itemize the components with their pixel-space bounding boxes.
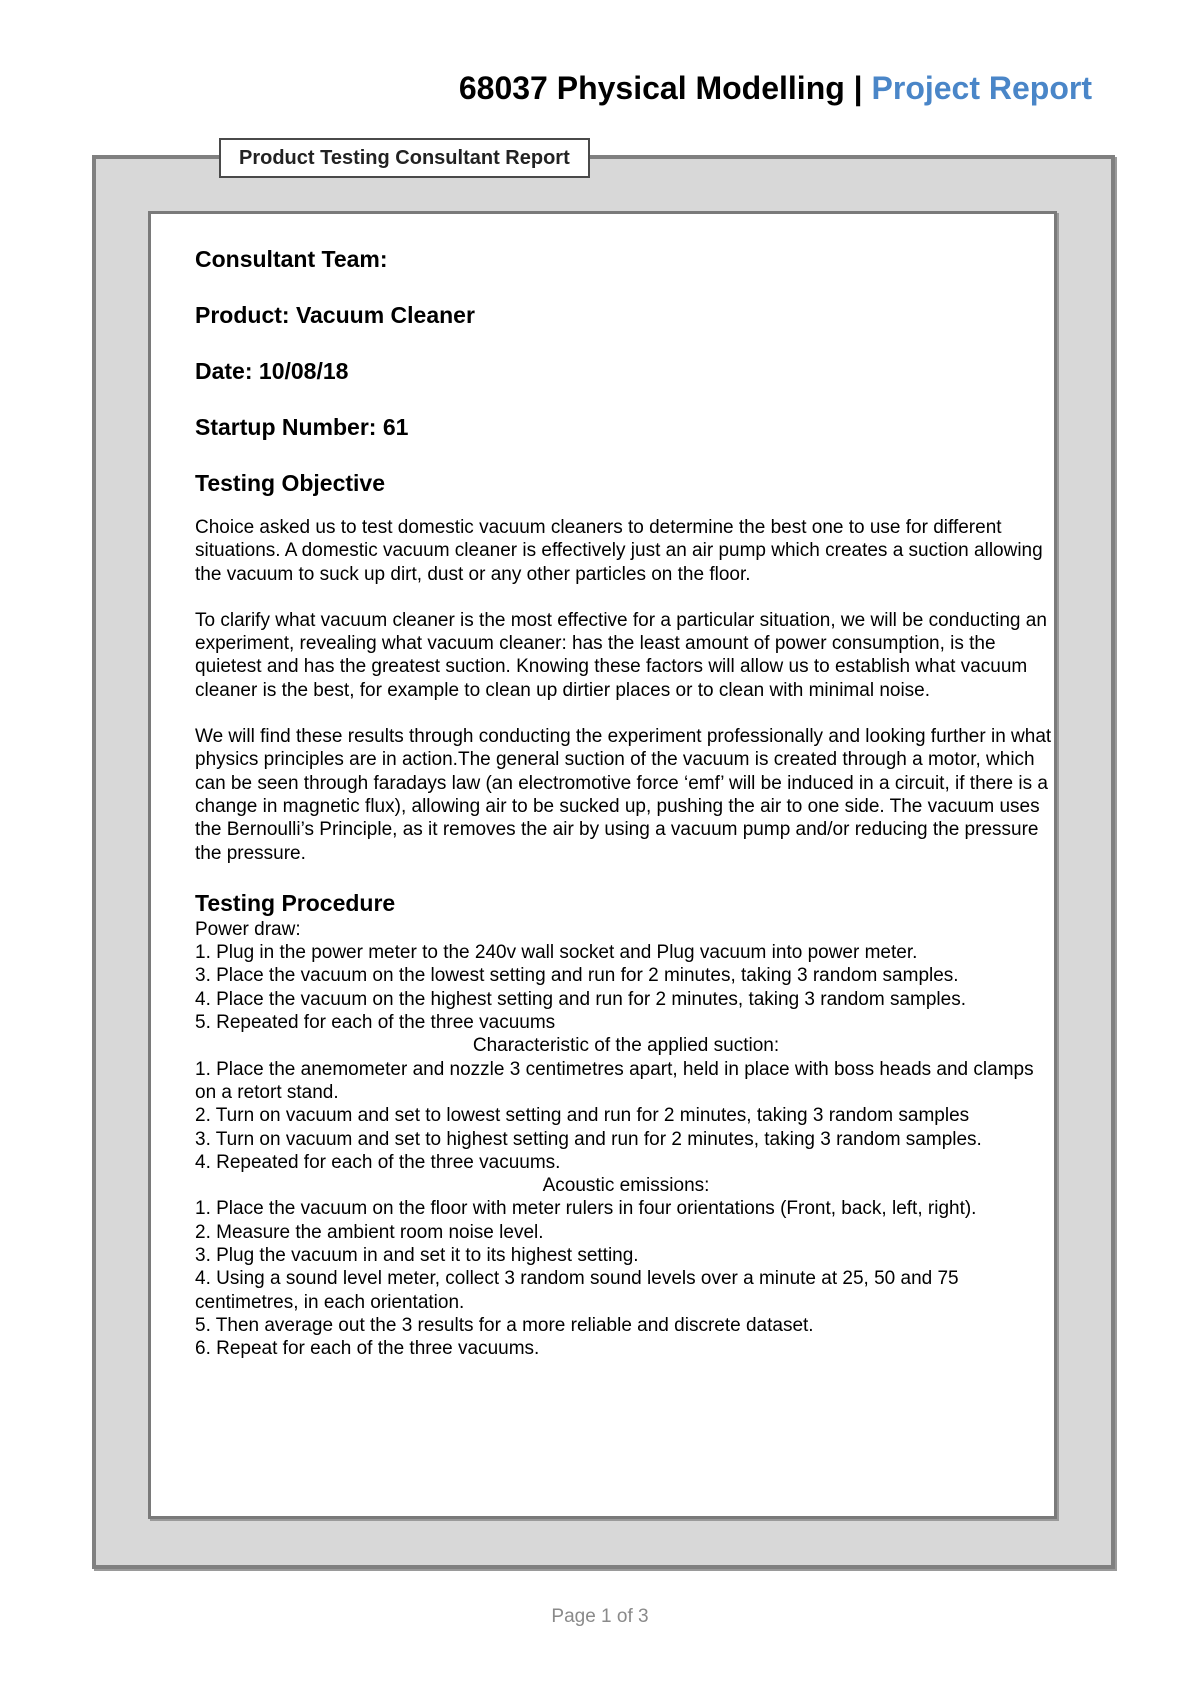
acoustic-step: 3. Plug the vacuum in and set it to its highest setting. [195,1245,639,1267]
acoustic-step: 4. Using a sound level meter, collect 3 random sound levels over a minute at 25, 50 and 75 centimetres, in each orientation. [195,1268,959,1313]
power-draw-step: 4. Place the vacuum on the highest setting and run for 2 minutes, taking 3 random samples. [195,988,966,1010]
report-header [459,70,1092,107]
objective-paragraph: To clarify what vacuum cleaner is the most effective for a particular situation, we will be conducting an experiment, revealing what vacuum cleaner: has the least amount of power consumption, is the quietest and has the greatest suction. Knowing these factors will allow us to establish what vacuum cleaner is the best, for example to clean up dirtier places or to clean with minimal noise. [195,609,1047,701]
header-separator: | [853,70,863,106]
suction-step: 3. Turn on vacuum and set to highest setting and run for 2 minutes, taking 3 random samples. [195,1128,982,1150]
suction-label: Characteristic of the applied suction: [472,1035,780,1057]
acoustic-step: 6. Repeat for each of the three vacuums. [195,1338,540,1360]
testing-objective-heading: Testing Objective [195,470,386,496]
report-content [195,244,1057,1361]
report-type-title: Project Report [871,70,1092,106]
power-draw-step: 1. Plug in the power meter to the 240v wall socket and Plug vacuum into power meter. [195,942,918,964]
course-title: 68037 Physical Modelling [458,70,845,106]
suction-step: 1. Place the anemometer and nozzle 3 centimetres apart, held in place with boss heads and clamps on a retort stand. [195,1058,1034,1103]
suction-step: 4. Repeated for each of the three vacuums. [195,1151,561,1173]
acoustic-label: Acoustic emissions: [542,1175,710,1197]
objective-paragraph: Choice asked us to test domestic vacuum cleaners to determine the best one to use for different situations. A domestic vacuum cleaner is effectively just an air pump which creates a suction allowing the vacuum to suck up dirt, dust or any other particles on the floor. [195,517,1043,585]
frame-label: Product Testing Consultant Report [219,138,590,178]
acoustic-step: 2. Measure the ambient room noise level. [195,1221,544,1243]
acoustic-step: 5. Then average out the 3 results for a more reliable and discrete dataset. [195,1314,814,1336]
testing-procedure-heading: Testing Procedure [195,889,396,916]
product-field: Product: Vacuum Cleaner [195,302,475,328]
suction-step: 2. Turn on vacuum and set to lowest setting and run for 2 minutes, taking 3 random samples [195,1105,970,1127]
power-draw-step: 3. Place the vacuum on the lowest setting and run for 2 minutes, taking 3 random samples. [195,965,959,987]
page-indicator: Page 1 of 3 [551,1606,649,1627]
power-draw-step: 5. Repeated for each of the three vacuums [195,1012,556,1034]
power-draw-label: Power draw: [195,918,301,940]
startup-number-field: Startup Number: 61 [195,414,409,440]
date-field: Date: 10/08/18 [195,358,349,384]
consultant-team-field: Consultant Team: [195,246,388,272]
acoustic-step: 1. Place the vacuum on the floor with meter rulers in four orientations (Front, back, left, right). [195,1198,977,1220]
objective-paragraph: We will find these results through conducting the experiment professionally and looking further in what physics principles are in action.The general suction of the vacuum is created through a motor, which can be seen through faradays law (an electromotive force ‘emf’ will be induced in a circuit, if there is a change in magnetic flux), allowing air to be sucked up, pushing the air to one side. The vacuum uses the Bernoulli’s Principle, as it removes the air by using a vacuum pump and/or reducing the pressure the pressure. [195,726,1052,864]
